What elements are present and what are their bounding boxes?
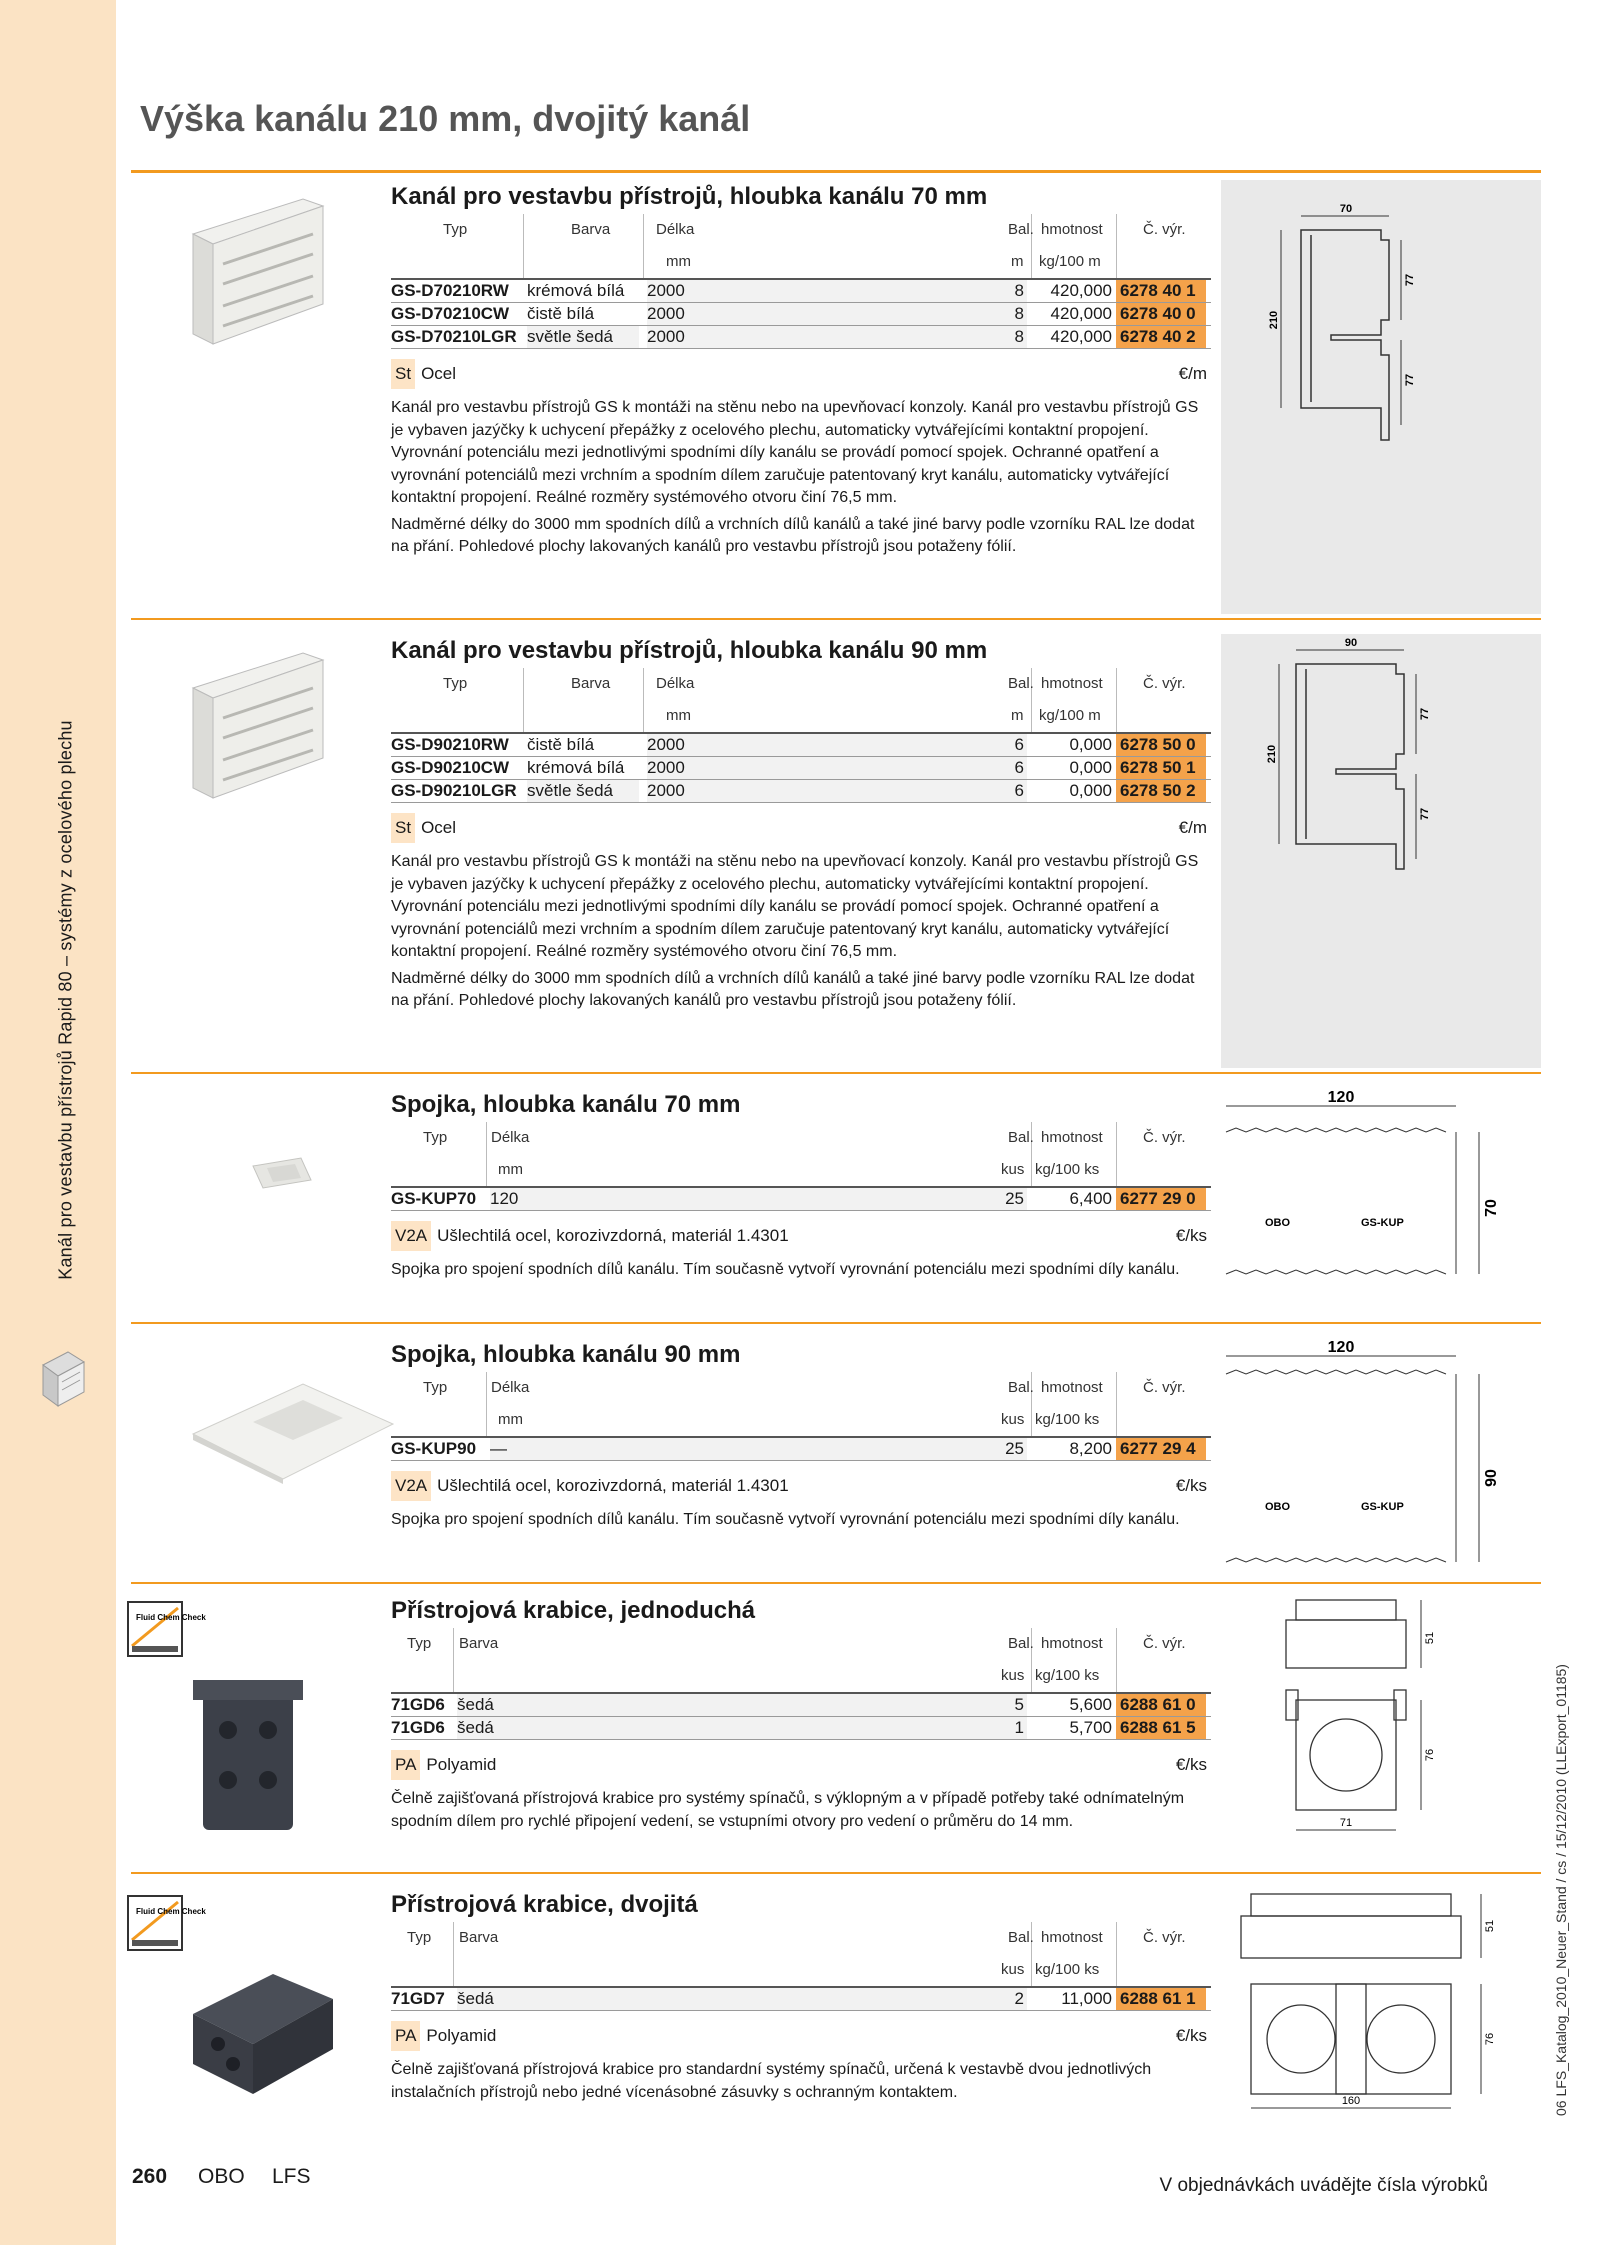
table-row: GS-KUP70 120 25 6,400 6277 29 0 (391, 1188, 1211, 1211)
product-section-71gd7 (131, 1884, 1541, 2134)
description: Čelně zajišťovaná přístrojová krabice pro systémy spínačů, s výklopným a v případě potřeby také odnímatelným spodním dílem pro rychlé připojení vedení, se vstupními otvory pro vedení o průměru do 14 mm. (391, 1790, 1185, 1830)
footer-product-line: LFS (272, 2165, 311, 2188)
material-line: PA Polyamid €/ks (391, 1750, 1211, 1784)
price-unit: €/m (1178, 364, 1207, 383)
table-row: GS-D90210RW čistě bílá 2000 6 0,000 6278 50 0 (391, 734, 1211, 757)
svg-text:210: 210 (1268, 310, 1280, 330)
svg-text:76: 76 (1424, 1748, 1436, 1762)
technical-drawing (1221, 1338, 1541, 1564)
material-line: St Ocel €/m (391, 813, 1211, 847)
table-row: GS-D90210LGR světle šedá 2000 6 0,000 6278 50 2 (391, 780, 1211, 803)
material-line: V2A Ušlechtilá ocel, korozivzdorná, materiál 1.4301 €/ks (391, 1221, 1211, 1255)
material-tag: V2A (391, 1471, 431, 1501)
svg-text:77: 77 (1419, 807, 1431, 821)
channel-thumbnail-icon (38, 1350, 88, 1408)
section-title: Spojka, hloubka kanálu 70 mm (391, 1091, 741, 1118)
table-row: GS-D70210CW čistě bílá 2000 8 420,000 6278 40 0 (391, 303, 1211, 326)
svg-text:77: 77 (1419, 707, 1431, 721)
table-row: GS-D70210RW krémová bílá 2000 8 420,000 6278 40 1 (391, 280, 1211, 303)
device-box-photo (183, 1670, 313, 1850)
document-export-label: 06 LFS_Katalog_2010_Neuer_Stand / cs / 15/12/2010 (LLExport_01185) (1553, 1664, 1569, 2116)
table-header: Typ Délka Bal. hmotnost Č. výr. (423, 1379, 1186, 1396)
description: Kanál pro vestavbu přístrojů GS k montáži na stěnu nebo na upevňovací konzoly. Kanál pro vestavbu přístrojů GS je vybaven jazýčky k uchycení přepážky z ocelového plechu, automaticky vytvářejícími kontaktní propojení. Vyrovnání potenciálu mezi jednotlivými spodními díly kanálu se provádí pomocí spojek. Ochranné opatření a vyrovnání potenciálů mezi vrchním a spodním dílem zaručuje patentovaný kryt kanálu, automaticky vytvářející kontaktní propojení. Reálné rozměry systémového otvoru činí 76,5 mm. Nadměrné délky do 3000 mm spodních dílů a vrchních dílů kanálů a také jiné barvy podle vzorníku RAL lze dodat na přání. Pohledové plochy lakovaných kanálů pro vestavbu přístrojů jsou potaženy fólií. (391, 853, 1199, 1009)
table-header: Typ Barva Bal. hmotnost Č. výr. (407, 1929, 1186, 1946)
technical-drawing (1221, 634, 1541, 1068)
channel-90-photo (183, 648, 373, 808)
svg-text:120: 120 (1327, 1089, 1355, 1106)
svg-text:120: 120 (1327, 1339, 1355, 1356)
svg-text:90: 90 (1344, 637, 1358, 649)
svg-text:GS-KUP: GS-KUP (1361, 1217, 1404, 1229)
svg-text:OBO: OBO (1265, 1217, 1291, 1229)
material-tag: PA (391, 1750, 420, 1780)
svg-text:51: 51 (1424, 1631, 1436, 1645)
description: Čelně zajišťovaná přístrojová krabice pro standardní systémy spínačů, určená k vestavbě dvou jednotlivých instalačních přístrojů nebo jedné vícenásobné zásuvky s ochranným kontaktem. (391, 2061, 1152, 2101)
page-number: 260 (132, 2165, 168, 2188)
section-title: Kanál pro vestavbu přístrojů, hloubka kanálu 70 mm (391, 183, 988, 210)
channel-70-photo (183, 194, 373, 354)
description: Kanál pro vestavbu přístrojů GS k montáži na stěnu nebo na upevňovací konzoly. Kanál pro vestavbu přístrojů GS je vybaven jazýčky k uchycení přepážky z ocelového plechu, automaticky vytvářejícími kontaktní propojení. Vyrovnání potenciálu mezi jednotlivými spodními díly kanálu se provádí pomocí spojek. Ochranné opatření a vyrovnání potenciálů mezi vrchním a spodním dílem zaručuje patentovaný kryt kanálu, automaticky vytvářející kontaktní propojení. Reálné rozměry systémového otvoru činí 76,5 mm. Nadměrné délky do 3000 mm spodních dílů a vrchních dílů kanálů a také jiné barvy podle vzorníku RAL lze dodat na přání. Pohledové plochy lakovaných kanálů pro vestavbu přístrojů jsou potaženy fólií. (391, 399, 1199, 555)
table-header: Typ Barva Bal. hmotnost Č. výr. (407, 1635, 1186, 1652)
fluid-chem-check-badge (128, 1896, 206, 1950)
material-line: St Ocel €/m (391, 359, 1211, 393)
table-row: GS-D90210CW krémová bílá 2000 6 0,000 6278 50 1 (391, 757, 1211, 780)
table-header: Typ Barva Délka Bal. hmotnost Č. výr. (443, 221, 1186, 238)
technical-drawing (1281, 1590, 1541, 1870)
table-units: mm m kg/100 m (391, 700, 1211, 734)
table-row: GS-D70210LGR světle šedá 2000 8 420,000 6278 40 2 (391, 326, 1211, 349)
table-row: 71GD7 šedá 2 11,000 6288 61 1 (391, 1988, 1211, 2011)
price-unit: €/ks (1175, 1226, 1207, 1245)
section-title: Přístrojová krabice, dvojitá (391, 1891, 698, 1918)
material-tag: St (391, 359, 415, 389)
footer-brand: OBO (198, 2165, 245, 2188)
table-units: mm kus kg/100 ks (391, 1154, 1211, 1188)
material-tag: St (391, 813, 415, 843)
product-section-kup90 (131, 1334, 1541, 1584)
svg-text:210: 210 (1266, 744, 1278, 764)
table-units: mm kus kg/100 ks (391, 1404, 1211, 1438)
svg-text:77: 77 (1404, 273, 1416, 287)
product-section-d70210 (131, 176, 1541, 620)
technical-drawing (1221, 1088, 1541, 1298)
product-section-d90210 (131, 630, 1541, 1074)
price-unit: €/ks (1175, 1476, 1207, 1495)
product-section-71gd6 (131, 1590, 1541, 1874)
svg-text:90: 90 (1483, 1469, 1500, 1487)
svg-text:71: 71 (1339, 1817, 1353, 1829)
material-line: V2A Ušlechtilá ocel, korozivzdorná, materiál 1.4301 €/ks (391, 1471, 1211, 1505)
svg-text:76: 76 (1484, 2032, 1496, 2046)
description: Spojka pro spojení spodních dílů kanálu. Tím současně vytvoří vyrovnání potenciálu mezi spodními díly kanálu. (391, 1261, 1180, 1278)
table-row: GS-KUP90 — 25 8,200 6277 29 4 (391, 1438, 1211, 1461)
description: Spojka pro spojení spodních dílů kanálu. Tím současně vytvoří vyrovnání potenciálu mezi spodními díly kanálu. (391, 1511, 1180, 1528)
svg-text:160: 160 (1341, 2095, 1361, 2107)
svg-text:70: 70 (1339, 203, 1353, 215)
svg-text:OBO: OBO (1265, 1501, 1291, 1513)
material-tag: PA (391, 2021, 420, 2051)
coupler-70-photo (183, 1144, 353, 1214)
section-title: Kanál pro vestavbu přístrojů, hloubka kanálu 90 mm (391, 637, 988, 664)
table-units: kus kg/100 ks (391, 1954, 1211, 1988)
coupler-90-photo (183, 1364, 393, 1494)
double-box-photo (183, 1954, 343, 2104)
footer-note: V objednávkách uvádějte čísla výrobků (1159, 2175, 1488, 2196)
svg-text:Fluid Chem Check: Fluid Chem Check (136, 1907, 206, 1916)
fluid-chem-check-badge (128, 1602, 206, 1656)
sidebar-vertical-label: Kanál pro vestavbu přístrojů Rapid 80 – systémy z ocelového plechu (55, 720, 76, 1280)
svg-text:Fluid Chem Check: Fluid Chem Check (136, 1613, 206, 1622)
material-line: PA Polyamid €/ks (391, 2021, 1211, 2055)
svg-text:77: 77 (1404, 373, 1416, 387)
table-units: mm m kg/100 m (391, 246, 1211, 280)
title-rule (131, 170, 1541, 173)
page-title: Výška kanálu 210 mm, dvojitý kanál (140, 98, 751, 139)
price-unit: €/m (1178, 818, 1207, 837)
technical-drawing (1231, 1884, 1541, 2114)
material-tag: V2A (391, 1221, 431, 1251)
table-row: 71GD6 šedá 1 5,700 6288 61 5 (391, 1717, 1211, 1740)
table-header: Typ Délka Bal. hmotnost Č. výr. (423, 1129, 1186, 1146)
technical-drawing (1221, 180, 1541, 614)
svg-text:51: 51 (1484, 1919, 1496, 1933)
price-unit: €/ks (1175, 1755, 1207, 1774)
section-title: Přístrojová krabice, jednoduchá (391, 1597, 756, 1624)
product-section-kup70 (131, 1084, 1541, 1324)
svg-text:70: 70 (1483, 1199, 1500, 1217)
table-row: 71GD6 šedá 5 5,600 6288 61 0 (391, 1694, 1211, 1717)
svg-text:GS-KUP: GS-KUP (1361, 1501, 1404, 1513)
section-title: Spojka, hloubka kanálu 90 mm (391, 1341, 741, 1368)
table-header: Typ Barva Délka Bal. hmotnost Č. výr. (443, 675, 1186, 692)
table-units: kus kg/100 ks (391, 1660, 1211, 1694)
price-unit: €/ks (1175, 2026, 1207, 2045)
